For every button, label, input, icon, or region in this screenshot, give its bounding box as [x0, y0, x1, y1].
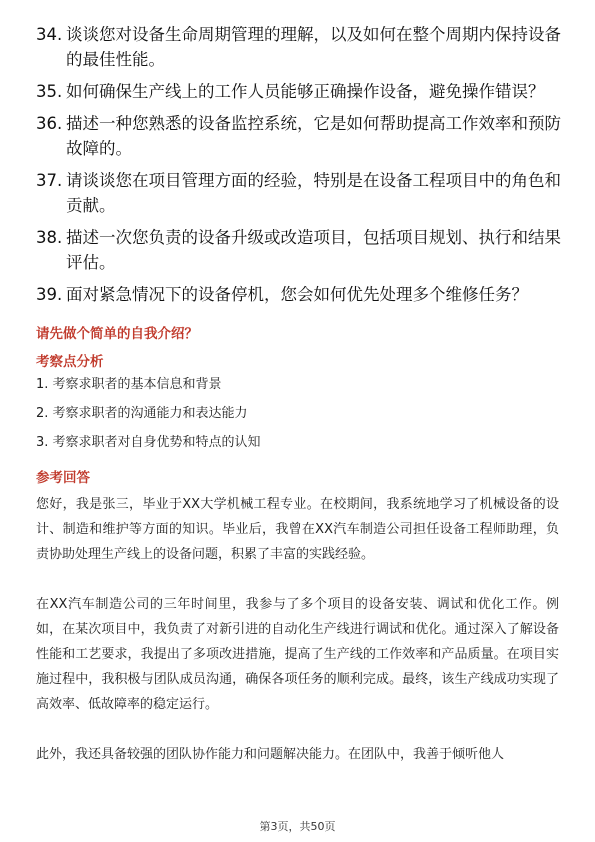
- question-number: 38.: [36, 228, 63, 247]
- answer-paragraph: 您好，我是张三，毕业于XX大学机械工程专业。在校期间，我系统地学习了机械设备的设计、制造和维护等方面的知识。毕业后，我曾在XX汽车制造公司担任设备工程师助理，负责协助处理生产线上的设备问题，积累了丰富的实践经验。: [36, 497, 559, 562]
- question-number: 39.: [36, 285, 63, 304]
- question-item: [36, 282, 566, 307]
- question-item: [36, 111, 566, 161]
- question-item: [36, 225, 566, 275]
- answer-heading: 参考回答: [36, 470, 90, 486]
- question-text: 请谈谈您在项目管理方面的经验，特别是在设备工程项目中的角色和贡献。: [66, 171, 561, 215]
- intro-question-title: 请先做个简单的自我介绍？: [36, 326, 198, 342]
- question-text: 面对紧急情况下的设备停机，您会如何优先处理多个维修任务？: [66, 285, 528, 304]
- question-number: 34.: [36, 25, 63, 44]
- question-text: 描述一次您负责的设备升级或改造项目，包括项目规划、执行和结果评估。: [66, 228, 561, 272]
- question-text: 如何确保生产线上的工作人员能够正确操作设备，避免操作错误？: [66, 82, 545, 101]
- analysis-point-list: [36, 376, 556, 463]
- question-text: 描述一种您熟悉的设备监控系统，它是如何帮助提高工作效率和预防故障的。: [66, 114, 561, 158]
- answer-body: [36, 492, 559, 792]
- answer-paragraph: 此外，我还具备较强的团队协作能力和问题解决能力。在团队中，我善于倾听他人: [36, 747, 505, 762]
- question-number: 35.: [36, 82, 63, 101]
- question-number: 37.: [36, 171, 63, 190]
- page-footer: 第3页，共50页: [259, 820, 336, 833]
- question-number: 36.: [36, 114, 63, 133]
- analysis-point: 1. 考察求职者的基本信息和背景: [36, 377, 222, 392]
- analysis-heading: 考察点分析: [36, 354, 104, 370]
- question-item: [36, 168, 566, 218]
- question-text: 谈谈您对设备生命周期管理的理解，以及如何在整个周期内保持设备的最佳性能。: [66, 25, 561, 69]
- analysis-point: 2. 考察求职者的沟通能力和表达能力: [36, 406, 248, 421]
- analysis-point: 3. 考察求职者对自身优势和特点的认知: [36, 435, 261, 450]
- question-item: [36, 22, 566, 72]
- answer-paragraph: 在XX汽车制造公司的三年时间里，我参与了多个项目的设备安装、调试和优化工作。例如，在某次项目中，我负责了对新引进的自动化生产线进行调试和优化。通过深入了解设备性能和工艺要求，我提出了多项改进措施，提高了生产线的工作效率和产品质量。在项目实施过程中，我积极与团队成员沟通，确保各项任务的顺利完成。最终，该生产线成功实现了高效率、低故障率的稳定运行。: [36, 597, 559, 712]
- question-item: [36, 79, 566, 104]
- question-list: [36, 22, 566, 314]
